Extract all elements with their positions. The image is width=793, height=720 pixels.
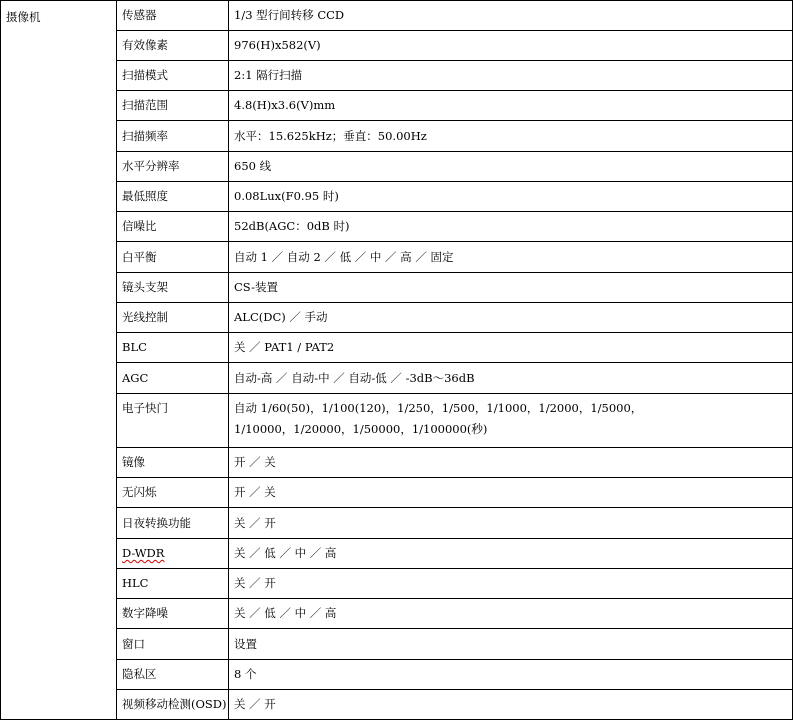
- table-row: [1, 478, 793, 508]
- spec-value: 2:1 隔行扫描: [229, 61, 793, 91]
- spec-label: 数字降噪: [117, 599, 229, 629]
- table-row: [1, 61, 793, 91]
- table-row: [1, 1, 793, 31]
- spec-value: 水平：15.625kHz；垂直：50.00Hz: [229, 121, 793, 152]
- table-row: [1, 599, 793, 629]
- table-row: [1, 152, 793, 182]
- spec-label: 无闪烁: [117, 478, 229, 508]
- spec-value: 4.8(H)x3.6(V)mm: [229, 91, 793, 121]
- spec-value: 1/3 型行间转移 CCD: [229, 1, 793, 31]
- spec-value: 开 ／ 关: [229, 478, 793, 508]
- table-row: [1, 363, 793, 394]
- spec-label: 信噪比: [117, 212, 229, 242]
- table-row: [1, 91, 793, 121]
- spec-value: 自动 1 ／ 自动 2 ／ 低 ／ 中 ／ 高 ／ 固定: [229, 242, 793, 273]
- spec-label: 扫描范围: [117, 91, 229, 121]
- spec-label: 镜头支架: [117, 273, 229, 303]
- spec-label: 水平分辨率: [117, 152, 229, 182]
- spec-value: 开 ／ 关: [229, 448, 793, 478]
- table-row: [1, 273, 793, 303]
- spec-value: 关 ／ 低 ／ 中 ／ 高: [229, 599, 793, 629]
- table-row: [1, 508, 793, 539]
- table-row: [1, 121, 793, 152]
- spec-label: 传感器: [117, 1, 229, 31]
- spec-value: 关 ／ 开: [229, 569, 793, 599]
- spec-value-line: 1/10000，1/20000，1/50000，1/100000(秒): [234, 422, 488, 436]
- spec-label: 视频移动检测(OSD): [117, 690, 229, 720]
- spec-value: CS-装置: [229, 273, 793, 303]
- spellcheck-underlined-label: D-WDR: [122, 546, 165, 560]
- spec-label: 扫描频率: [117, 121, 229, 152]
- category-cell: 摄像机: [1, 1, 117, 720]
- table-row: [1, 394, 793, 448]
- spec-label: 白平衡: [117, 242, 229, 273]
- table-row: [1, 303, 793, 333]
- table-row: [1, 333, 793, 363]
- spec-label: HLC: [117, 569, 229, 599]
- spec-value: 0.08Lux(F0.95 时): [229, 182, 793, 212]
- spec-label: 有效像素: [117, 31, 229, 61]
- table-row: [1, 569, 793, 599]
- spec-value: [229, 394, 793, 448]
- spec-label: 镜像: [117, 448, 229, 478]
- spec-label: 隐私区: [117, 660, 229, 690]
- spec-label: 光线控制: [117, 303, 229, 333]
- spec-value: 650 线: [229, 152, 793, 182]
- table-row: [1, 242, 793, 273]
- spec-label: 最低照度: [117, 182, 229, 212]
- spec-value: 关 ／ 低 ／ 中 ／ 高: [229, 539, 793, 569]
- spec-value: 52dB(AGC：0dB 时): [229, 212, 793, 242]
- table-row: [1, 539, 793, 569]
- spec-value-line: 自动 1/60(50)，1/100(120)，1/250，1/500，1/1000，1/2000，1/5000，: [234, 401, 643, 415]
- spec-label: 窗口: [117, 629, 229, 660]
- spec-value: 关 ／ PAT1 / PAT2: [229, 333, 793, 363]
- spec-value: 关 ／ 开: [229, 508, 793, 539]
- table-row: [1, 448, 793, 478]
- spec-label: BLC: [117, 333, 229, 363]
- table-row: [1, 629, 793, 660]
- spec-value: ALC(DC) ／ 手动: [229, 303, 793, 333]
- spec-label: 日夜转换功能: [117, 508, 229, 539]
- table-row: [1, 182, 793, 212]
- table-row: [1, 690, 793, 720]
- spec-value: 8 个: [229, 660, 793, 690]
- spec-label: AGC: [117, 363, 229, 394]
- spec-value: 976(H)x582(V): [229, 31, 793, 61]
- spec-value: 设置: [229, 629, 793, 660]
- spec-value: 自动-高 ／ 自动-中 ／ 自动-低 ／ -3dB～36dB: [229, 363, 793, 394]
- spec-value: 关 ／ 开: [229, 690, 793, 720]
- table-row: [1, 212, 793, 242]
- spec-label: 电子快门: [117, 394, 229, 448]
- table-row: [1, 31, 793, 61]
- spec-label: [117, 539, 229, 569]
- spec-label: 扫描模式: [117, 61, 229, 91]
- table-row: [1, 660, 793, 690]
